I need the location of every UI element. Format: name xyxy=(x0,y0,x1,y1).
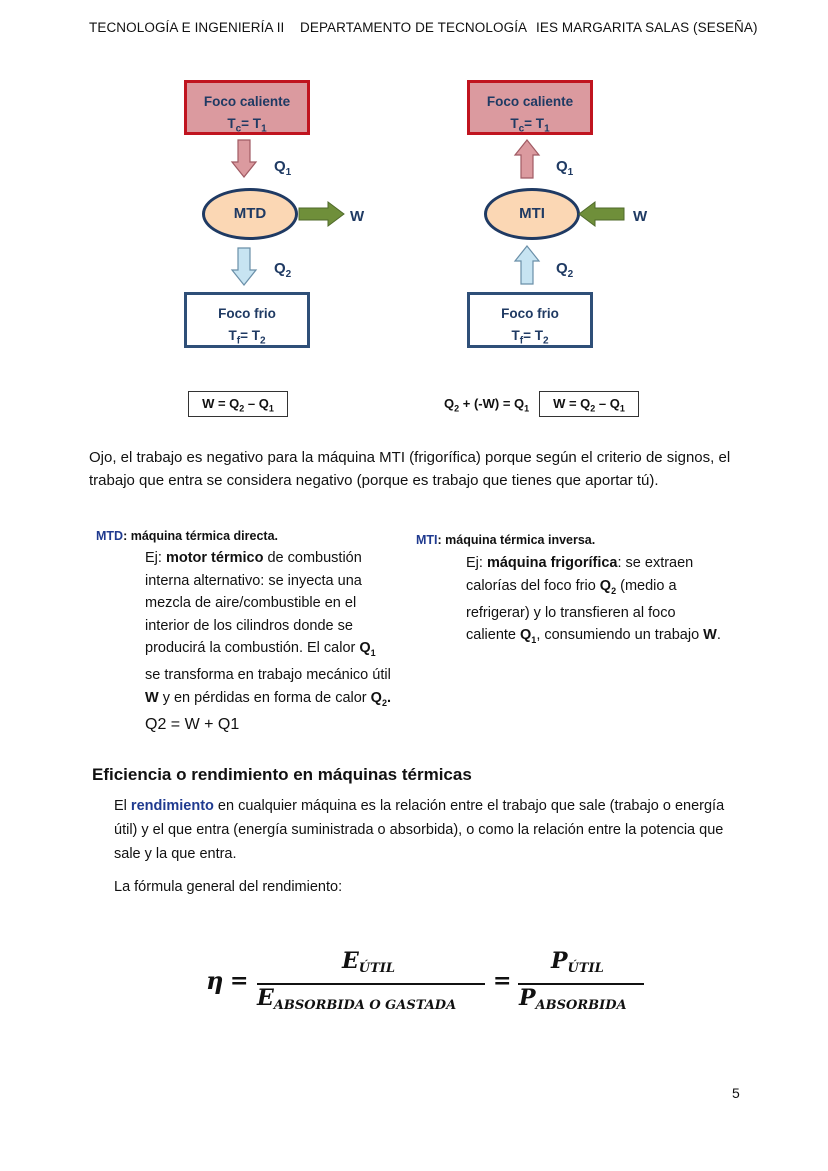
mtd-abbr: MTD xyxy=(96,529,124,543)
mti-heading xyxy=(416,533,595,547)
header-right: IES MARGARITA SALAS (SESEÑA) xyxy=(536,20,758,35)
formula-equals-2: = xyxy=(493,968,512,994)
mti-work-arrow-left xyxy=(577,201,625,227)
mti-q1-arrow-up xyxy=(513,138,541,180)
mti-engine: MTI xyxy=(484,188,580,240)
mti-equation: $W = Q_2 - Q_1$ xyxy=(539,391,639,417)
mti-q2-arrow-up xyxy=(513,244,541,286)
efficiency-paragraph: El rendimiento en cualquier máquina es la relación entre el trabajo que sale (trabajo o energía útil) y el que entra (energía suministrada o absorbida), o como la relación entre la potencia que sale y la que entra. xyxy=(114,798,725,862)
sign-note: Ojo, el trabajo es negativo para la máquina MTI (frigorífica) porque según el criterio de signos, el trabajo que entra se considera negativo (porque es trabajo que tienes que aportar tú). xyxy=(89,449,731,489)
mtd-q1-arrow-down xyxy=(230,138,258,180)
mtd-hot-source xyxy=(184,80,310,135)
formula-equals-1: = xyxy=(230,968,249,994)
mti-q2-label: $Q_2$ xyxy=(556,260,574,280)
mti-w-label: W xyxy=(633,208,648,225)
mti-hot-title: Foco caliente xyxy=(486,94,574,109)
formula-num2: PÚTIL xyxy=(551,948,604,976)
mti-abbr: MTI xyxy=(416,533,438,547)
mtd-q2-arrow-down xyxy=(230,246,258,288)
mti-cold-temp: $T_f= T_2$ xyxy=(511,328,549,347)
page-number: 5 xyxy=(732,1085,740,1101)
mti-cold-source xyxy=(467,292,593,348)
mti-cold-title: Foco frio xyxy=(501,306,559,321)
mtd-w-label: W xyxy=(350,208,365,225)
mtd-heading xyxy=(96,529,278,543)
formula-intro: La fórmula general del rendimiento: xyxy=(114,879,343,895)
mtd-cold-source xyxy=(184,292,310,348)
mtd-engine: MTD xyxy=(202,188,298,240)
mti-hot-source xyxy=(467,80,593,135)
mti-pre-equation: $Q_2 + (-W) = Q_1$ xyxy=(444,396,530,414)
mtd-equation: $W = Q_2 - Q_1$ xyxy=(188,391,288,417)
header-center: DEPARTAMENTO DE TECNOLOGÍA xyxy=(300,20,528,35)
mti-hot-temp: $T_c= T_1$ xyxy=(510,116,550,135)
mtd-q1-label: $Q_1$ xyxy=(274,158,292,178)
formula-eta: η xyxy=(206,966,224,995)
mtd-title: : máquina térmica directa. xyxy=(123,529,278,543)
efficiency-heading: Eficiencia o rendimiento en máquinas térmicas xyxy=(92,765,472,784)
formula-den1: EABSORBIDA O GASTADA xyxy=(257,985,457,1013)
mti-title: : máquina térmica inversa. xyxy=(437,533,596,547)
mtd-work-arrow-right xyxy=(298,201,346,227)
header-left: TECNOLOGÍA E INGENIERÍA II xyxy=(89,20,285,35)
mtd-hot-temp: $T_c= T_1$ xyxy=(227,116,267,135)
mtd-description: Ej: motor térmico de combustión interna alternativo: se inyecta una mezcla de aire/combustible en el interior de los cilindros donde se producirá la combustión. El calor $Q_1$ se transforma en trabajo mecánico útil W y en pérdidas en forma de calor $Q_2$. Q2 = W + Q1 xyxy=(145,550,391,734)
formula-num1: EÚTIL xyxy=(342,948,396,976)
mtd-hot-title: Foco caliente xyxy=(203,94,291,109)
mtd-q2-label: $Q_2$ xyxy=(274,260,292,280)
mtd-cold-temp: $T_f= T_2$ xyxy=(228,328,266,347)
formula-den2: PABSORBIDA xyxy=(519,985,627,1013)
mti-description: Ej: máquina frigorífica: se extraen calorías del foco frio $Q_2$ (medio a refrigerar) y lo transfieren al foco caliente $Q_1$, consumiendo un trabajo W. xyxy=(466,555,721,646)
mtd-cold-title: Foco frio xyxy=(218,306,276,321)
mti-q1-label: $Q_1$ xyxy=(556,158,574,178)
